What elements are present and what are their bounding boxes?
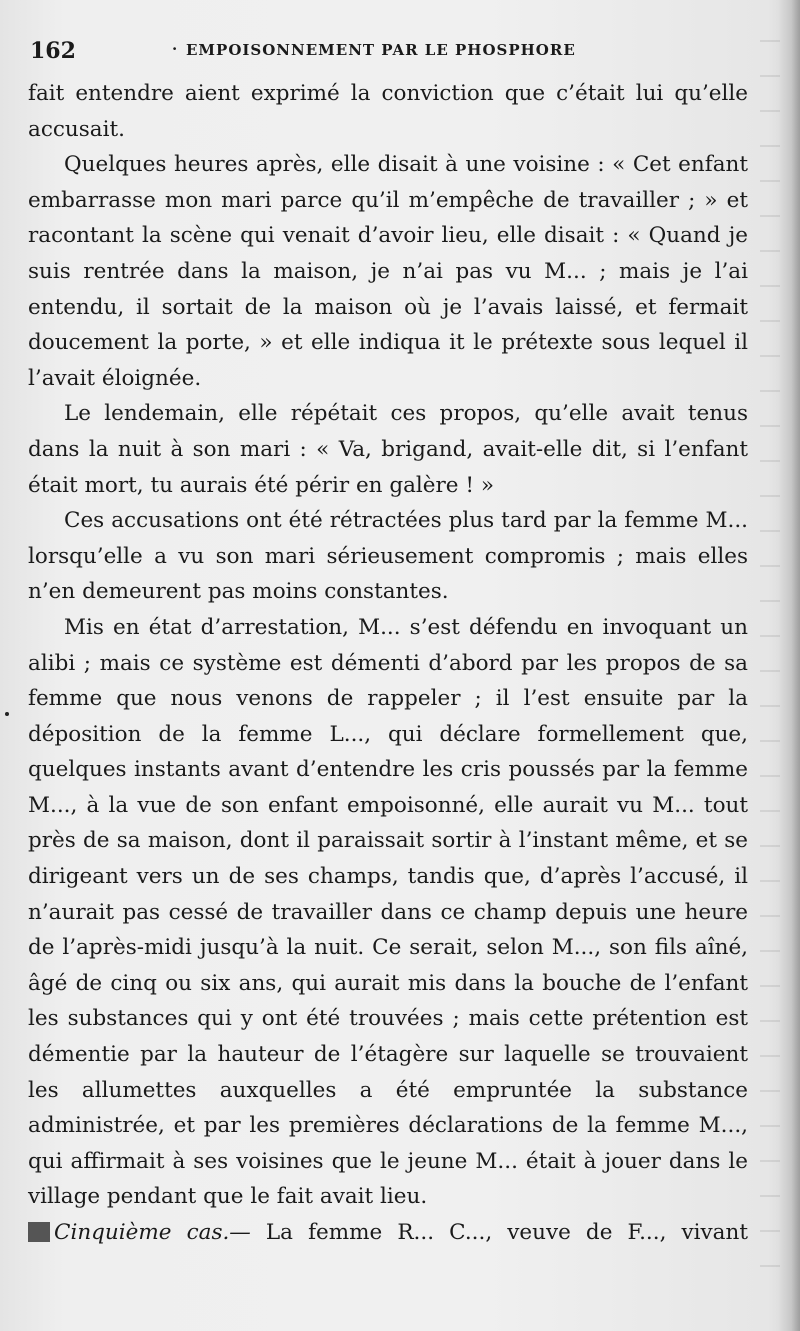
paragraph-marker-icon	[28, 1222, 50, 1242]
body-text	[28, 76, 748, 1251]
paragraph-4: Ces accusations ont été rétractées plus tard par la femme M... lorsqu’elle a vu son mari sérieusement compromis ; mais elles n’en demeurent pas moins constantes.	[28, 508, 748, 605]
page-gutter-shadow	[778, 0, 800, 1331]
page-number: 162	[30, 38, 76, 64]
paragraph-1: fait entendre aient exprimé la conviction que c’était lui qu’elle accusait.	[28, 81, 748, 142]
paragraph-5: Mis en état d’arrestation, M... s’est défendu en invoquant un alibi ; mais ce système est démenti d’abord par les propos de sa femme que nous venons de rappeler ; il l’est ensuite par la déposition de la femme L..., qui déclare formellement que, quelques instants avant d’entendre les cris poussés par la femme M..., à la vue de son enfant empoisonné, elle aurait vu M... tout près de sa maison, dont il paraissait sortir à l’instant même, et se dirigeant vers un de ses champs, tandis que, d’après l’accusé, il n’aurait pas cessé de travailler dans ce champ depuis une heure de l’après-midi jusqu’à la nuit. Ce serait, selon M..., son fils aîné, âgé de cinq ou six ans, qui aurait mis dans la bouche de l’enfant les substances qui y ont été trouvées ; mais cette prétention est démentie par la hauteur de l’étagère sur laquelle se trouvaient les allumettes auxquelles a été empruntée la substance administrée, et par les premières déclarations de la femme M..., qui affirmait à ses voisines que le jeune M... était à jouer dans le village pendant que le fait avait lieu.	[28, 614, 748, 1210]
margin-speck	[5, 712, 9, 716]
show-through-text	[760, 40, 780, 1280]
paragraph-3: Le lendemain, elle répétait ces propos, qu’elle avait tenus dans la nuit à son mari : « Va, brigand, avait-elle dit, si l’enfant était mort, tu aurais été périr en galère ! »	[28, 401, 748, 498]
paragraph-2: Quelques heures après, elle disait à une voisine : « Cet enfant embarrasse mon mari parce qu’il m’empêche de travailler ; » et racontant la scène qui venait d’avoir lieu, elle disait : « Quand je suis rentrée dans la maison, je n’ai pas vu M... ; mais je l’ai entendu, il sortait de la maison où je l’avais laissé, et fermait doucement la porte, » et elle indiqua it le prétexte sous lequel il l’avait éloignée.	[28, 152, 748, 391]
case-label: Cinquième cas.—	[54, 1220, 251, 1245]
page-header	[30, 38, 750, 72]
running-head	[172, 40, 576, 59]
case-text: La femme R... C..., veuve de F..., vivant	[265, 1220, 748, 1245]
header-dot: ·	[172, 40, 179, 58]
running-head-text: EMPOISONNEMENT PAR LE PHOSPHORE	[186, 41, 576, 59]
paragraph-6	[28, 1215, 748, 1251]
